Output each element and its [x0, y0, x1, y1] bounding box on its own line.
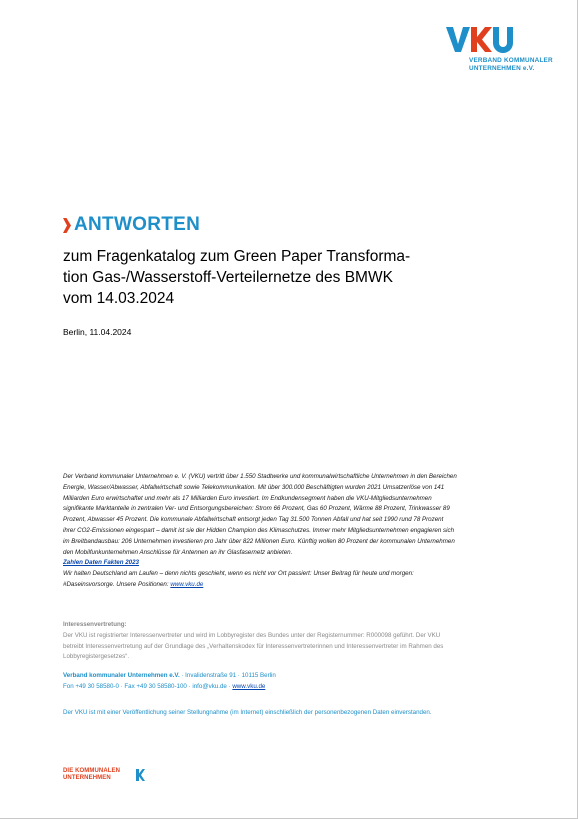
- logo-line-2: UNTERNEHMEN e.V.: [469, 65, 535, 72]
- about-text: Der Verband kommunaler Unternehmen e. V. (VKU) vertritt über 1.550 Stadtwerke und kommunalwirtschaftliche Unternehmen in den Bereichen Energie, Wasser/Abwasser, Abfallwirtschaft sowie Telekommunikation. Mit über 300.000 Beschäftigten wurden 2021 Umsatzerlöse von 141 Milliarden Euro erwirtschaftet und mehr als 17 Milliarden Euro investiert. Im Endkundensegment haben die VKU-Mitgliedsunternehmen signifikante Marktanteile in zentralen Ver- und Entsorgungsbereichen: Strom 66 Prozent, Gas 60 Prozent, Wärme 88 Prozent, Trinkwasser 89 Prozent, Abwasser 45 Prozent. Die kommunale Abfallwirtschaft entsorgt jeden Tag 31.500 Tonnen Abfall und hat seit 1990 rund 78 Prozent ihrer CO2-Emissionen eingespart – damit ist sie der Hidden Champion des Klimaschutzes. Immer mehr Mitgliedsunternehmen engagieren sich im Breitbandausbau: 206 Unternehmen investieren pro Jahr über 822 Millionen Euro. Künftig wollen 80 Prozent der kommunalen Unternehmen den Mobilfunkunternehmen Anschlüsse für Antennen an ihr Glasfasernetz anbieten.: [63, 473, 457, 556]
- consent-note: Der VKU ist mit einer Veröffentlichung seiner Stellungnahme (im Internet) einschließlich der personenbezogenen Daten einverstanden.: [63, 709, 432, 716]
- interest-label: Interessenvertretung:: [63, 621, 127, 628]
- positions-link[interactable]: www.vku.de: [170, 580, 204, 588]
- contact-web-link[interactable]: www.vku.de: [232, 683, 266, 690]
- contact-address-line: [63, 670, 457, 681]
- contact-phone-line: [63, 681, 457, 692]
- chevron-right-icon: [63, 218, 71, 233]
- about-closing: Wir halten Deutschland am Laufen – denn nichts geschieht, wenn es nicht vor Ort passiert: Unser Beitrag für heute und morgen: #Daseinsvorsorge. Unsere Positionen:: [63, 570, 414, 588]
- footer-logo: [63, 768, 153, 784]
- footer-logo-line-1: DIE KOMMUNALEN: [63, 768, 121, 774]
- logo-line-1: VERBAND KOMMUNALER: [469, 57, 553, 64]
- contact-phone: Fon +49 30 58580-0 · Fax +49 30 58580-100 · info@vku.de ·: [63, 683, 233, 690]
- about-vku-block: [63, 472, 457, 591]
- footer-logo-text: [63, 768, 120, 781]
- page-subtitle: [63, 246, 483, 309]
- page-title: ANTWORTEN: [74, 214, 201, 235]
- contact-block: [63, 670, 457, 692]
- subtitle-line: vom 14.03.2024: [63, 290, 175, 307]
- lobby-register-block: [63, 620, 457, 663]
- logo-subtitle: [469, 57, 553, 73]
- document-date: Berlin, 11.04.2024: [63, 327, 132, 337]
- k-chevron-icon: [136, 769, 145, 781]
- subtitle-line: zum Fragenkatalog zum Green Paper Transforma-: [63, 248, 411, 265]
- interest-text: Der VKU ist registrierter Interessenvertreter und wird im Lobbyregister des Bundes unter der Registernummer: R000098 geführt. Der VKU betreibt Interessenvertretung auf der Grundlage des „Verhaltenskodex für Interessenvertreterinnen und Interessenvertreter im Rahmen des Lobbyregistergesetzes“.: [63, 631, 444, 661]
- vku-logo: [444, 26, 554, 76]
- stats-link[interactable]: Zahlen Daten Fakten 2023: [63, 559, 139, 567]
- contact-address: · Invalidenstraße 91 · 10115 Berlin: [179, 672, 276, 679]
- contact-org: Verband kommunaler Unternehmen e.V.: [63, 672, 180, 679]
- footer-logo-line-2: UNTERNEHMEN: [63, 774, 111, 781]
- vku-wordmark-icon: [444, 26, 514, 54]
- subtitle-line: tion Gas-/Wasserstoff-Verteilernetze des BMWK: [63, 269, 393, 286]
